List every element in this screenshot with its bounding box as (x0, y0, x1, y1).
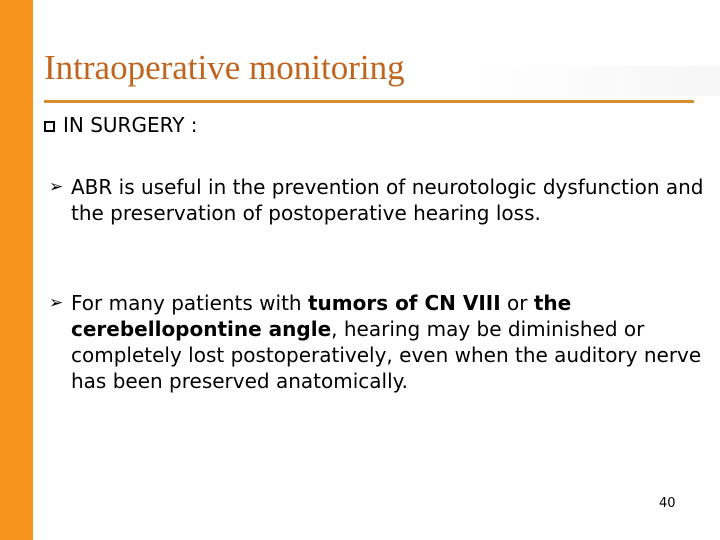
section-heading (44, 113, 198, 137)
bullet-text (71, 290, 709, 394)
bullet-text: ABR is useful in the prevention of neurotologic dysfunction and the preservation of postoperative hearing loss. (71, 175, 704, 225)
title-underline (44, 100, 694, 103)
checkbox-bullet-icon (44, 121, 55, 132)
title-shadow-decoration (470, 66, 720, 96)
page-number: 40 (659, 496, 676, 511)
bold-term-tumors: tumors of CN VIII (307, 291, 501, 315)
section-heading-text: IN SURGERY : (63, 113, 198, 137)
arrow-bullet-icon: ➢ (49, 293, 64, 313)
bullet-item (49, 174, 709, 226)
slide-title: Intraoperative monitoring (44, 48, 405, 87)
bold-term-cerebellopontine-angle: the cerebellopontine angle (71, 291, 572, 341)
accent-bar (0, 0, 33, 540)
bullet-text-segment: , hearing may be diminished or completely lost postoperatively, even when the auditory nerve has been preserved anatomically. (71, 317, 702, 393)
bullet-text-segment: For many patients with (71, 291, 308, 315)
arrow-bullet-icon: ➢ (49, 177, 64, 197)
bullet-item (49, 290, 709, 394)
bullet-text-segment: or (500, 291, 534, 315)
